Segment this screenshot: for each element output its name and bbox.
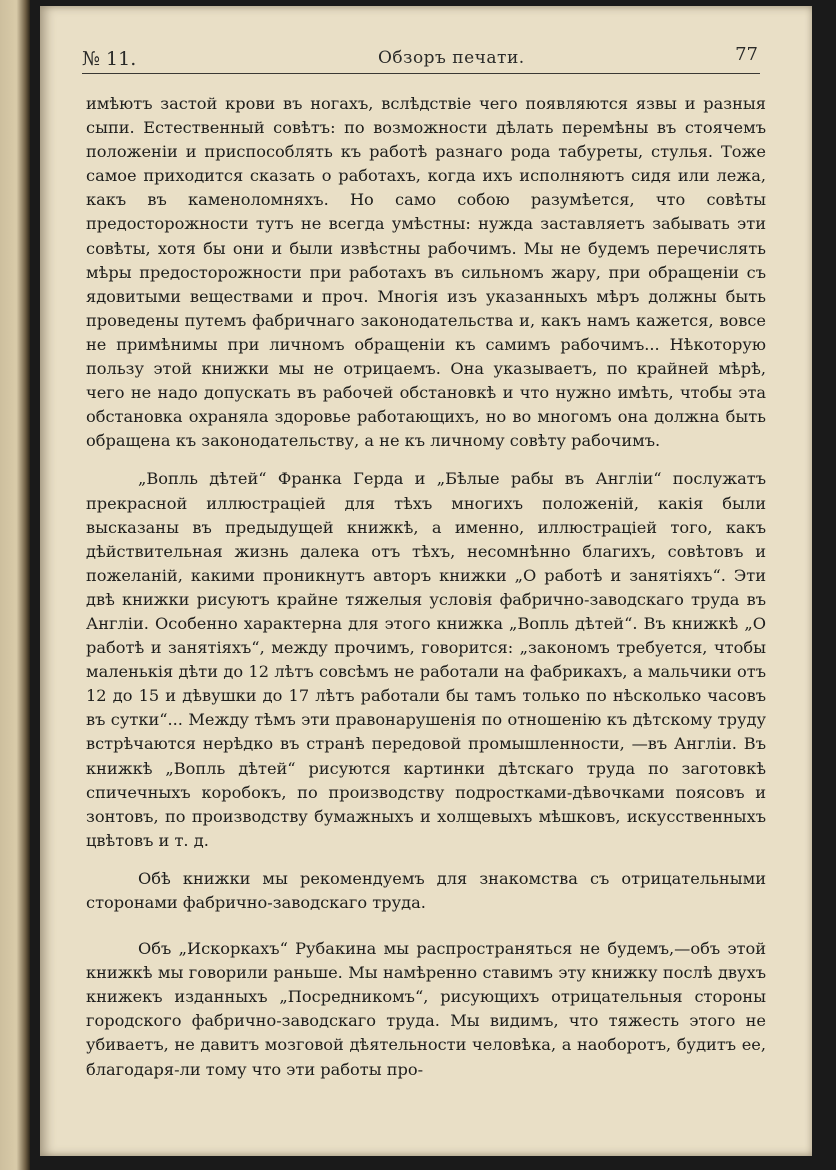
running-header [82, 44, 762, 74]
paragraph-3: Обѣ книжки мы рекомендуемъ для знакомства съ отрицательными сторонами фабрично-заводскаго труда. [86, 868, 766, 912]
section-title: Обзоръ печати. [378, 48, 525, 68]
body-text [86, 92, 766, 1082]
header-rule [82, 73, 760, 74]
left-page-edge [0, 0, 30, 1170]
paragraph-2: „Вопль дѣтей“ Франка Герда и „Бѣлые рабы въ Англіи“ послужатъ прекрасной иллюстраціей для тѣхъ многихъ положеній, какія были высказаны въ предыдущей книжкѣ, а именно, иллюстраціей того, какъ дѣйствительная жизнь далека отъ тѣхъ, несомнѣнно благихъ, совѣтовъ и пожеланій, какими проникнутъ авторъ книжки „О работѣ и занятіяхъ“. Эти двѣ книжки рисуютъ крайне тяжелыя условія фабрично-заводскаго труда въ Англіи. Особенно характерна для этого книжка „Вопль дѣтей“. Въ книжкѣ „О работѣ и занятіяхъ“, между прочимъ, говорится: „закономъ требуется, чтобы маленькія дѣти до 12 лѣтъ совсѣмъ не работали на фабрикахъ, а мальчики отъ 12 до 15 и дѣвушки до 17 лѣтъ работали бы тамъ только по нѣсколько часовъ въ сутки“... Между тѣмъ эти правонарушенія по отношенію къ дѣтскому труду встрѣчаются нерѣдко въ странѣ передовой промышленности, —въ Англіи. Въ книжкѣ „Вопль дѣтей“ рисуются картинки дѣтскаго труда по заготовкѣ спичечныхъ коробокъ, по производству подростками-дѣвочками поясовъ и зонтовъ, по производству бумажныхъ и холщевыхъ мѣшковъ, искусственныхъ цвѣтовъ и т. д. [86, 469, 766, 850]
paragraph-4: Объ „Искоркахъ“ Рубакина мы распространяться не будемъ,—объ этой книжкѣ мы говорили раньше. Мы намѣренно ставимъ эту книжку послѣ двухъ книжекъ изданныхъ „Посредникомъ“, рисующихъ отрицательныя стороны городского фабрично-заводскаго труда. Мы видимъ, что тяжесть этого не убиваетъ, не давитъ мозговой дѣятельности человѣка, а наоборотъ, будитъ ее, благодаря-ли тому что эти работы про- [86, 939, 766, 1079]
issue-number: № 11. [82, 48, 137, 70]
paragraph-1: имѣютъ застой крови въ ногахъ, вслѣдствіе чего появляются язвы и разныя сыпи. Естественный совѣтъ: по возможности дѣлать перемѣны въ стоячемъ положеніи и приспособлять къ работѣ разнаго рода табуреты, стулья. Тоже самое приходится сказать о работахъ, когда ихъ исполняютъ сидя или лежа, какъ въ каменоломняхъ. Но само собою разумѣется, что совѣты предосторожности тутъ не всегда умѣстны: нужда заставляетъ забывать эти совѣты, хотя бы они и были извѣстны рабочимъ. Мы не будемъ перечислять мѣры предосторожности при работахъ въ сильномъ жару, при обращеніи съ ядовитыми веществами и проч. Многія изъ указанныхъ мѣръ должны быть проведены путемъ фабричнаго законодательства и, какъ намъ кажется, вовсе не примѣнимы при личномъ обращеніи къ самимъ рабочимъ... Нѣкоторую пользу этой книжки мы не отрицаемъ. Она указываетъ, по крайней мѣрѣ, чего не надо допускать въ рабочей обстановкѣ и что нужно имѣть, чтобы эта обстановка охраняла здоровье работающихъ, но во многомъ она должна быть обращена къ законодательству, а не къ личному совѣту рабочимъ. [86, 94, 766, 451]
page-number: 77 [735, 44, 758, 65]
